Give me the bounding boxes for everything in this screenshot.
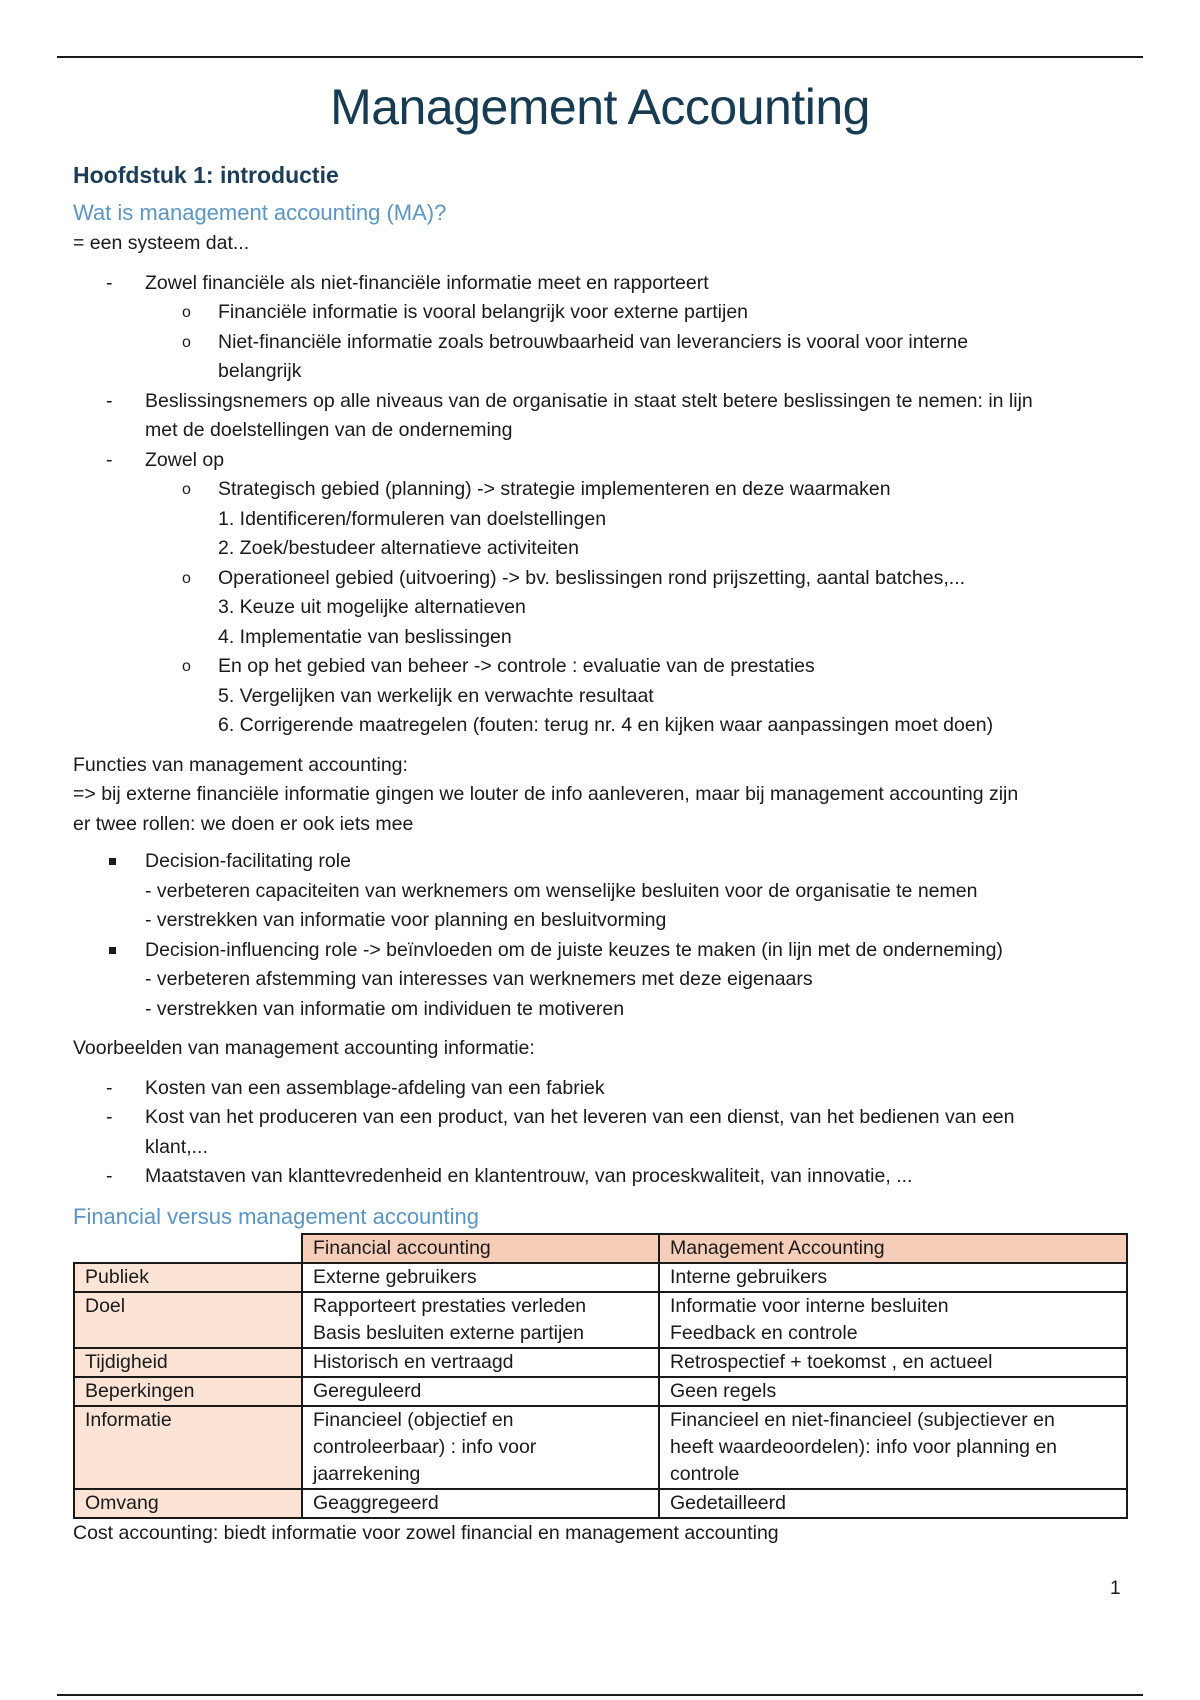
examples-list [73, 1074, 1133, 1192]
dash-bullet: - [106, 1106, 113, 1128]
list-item-continuation: met de doelstellingen van de onderneming [145, 419, 513, 441]
table-row [74, 1377, 1127, 1406]
table-corner-cell [74, 1234, 302, 1263]
table-cell: Informatie voor interne besluiten Feedback en controle [659, 1292, 1127, 1348]
table-row [74, 1489, 1127, 1518]
step-item: 5. Vergelijken van werkelijk en verwachte resultaat [218, 684, 654, 707]
section-heading-what-is-ma: Wat is management accounting (MA)? [73, 200, 447, 225]
role-detail: - verbeteren capaciteiten van werknemers om wenselijke besluiten voor de organisatie te nemen [145, 879, 978, 902]
page-title: Management Accounting [330, 79, 870, 135]
list-item-text: Beslissingsnemers op alle niveaus van de organisatie in staat stelt betere beslissingen te nemen: in lijn [145, 389, 1033, 412]
document-body [73, 158, 1133, 1548]
circle-bullet: o [182, 304, 191, 321]
examples-heading: Voorbeelden van management accounting informatie: [73, 1037, 535, 1059]
sub-item-text: Niet-financiële informatie zoals betrouwbaarheid van leveranciers is vooral voor interne [218, 330, 969, 353]
list-item-text: Zowel op [145, 448, 225, 471]
circle-bullet: o [182, 481, 191, 498]
roles-list [73, 847, 1133, 1024]
step-item: 2. Zoek/bestudeer alternatieve activiteiten [218, 537, 579, 559]
table-cell: Geaggregeerd [302, 1489, 659, 1518]
step-item: 1. Identificeren/formuleren van doelstellingen [218, 507, 607, 530]
sub-list-item [73, 328, 1133, 358]
table-row [74, 1263, 1127, 1292]
circle-bullet: o [182, 658, 191, 675]
table-cell: Financieel en niet-financieel (subjectiever en heeft waardeoordelen): info voor planning en controle [659, 1406, 1127, 1489]
row-label: Tijdigheid [74, 1348, 302, 1377]
square-bullet [109, 858, 116, 865]
role-title: Decision-facilitating role [145, 850, 351, 872]
functions-heading: Functies van management accounting: [73, 753, 408, 776]
role-detail: - verstrekken van informatie om individuen te motiveren [145, 997, 625, 1020]
table-cell: Retrospectief + toekomst , en actueel [659, 1348, 1127, 1377]
role-detail: - verbeteren afstemming van interesses van werknemers met deze eigenaars [145, 968, 813, 990]
sub-list-item [73, 298, 1133, 328]
cost-accounting-note: Cost accounting: biedt informatie voor zowel financial en management accounting [73, 1521, 779, 1544]
table-cell: Rapporteert prestaties verleden Basis besluiten externe partijen [302, 1292, 659, 1348]
section-heading-comparison: Financial versus management accounting [73, 1203, 480, 1229]
definition-list [73, 269, 1133, 741]
table-header-row [74, 1234, 1127, 1263]
list-item-continuation: klant,... [145, 1135, 208, 1158]
sub-list-item [73, 652, 1133, 682]
dash-bullet: - [106, 389, 113, 412]
dash-bullet: - [106, 448, 113, 471]
role-title: Decision-influencing role -> beïnvloeden om de juiste keuzes te maken (in lijn met de onderneming) [145, 938, 1003, 961]
square-bullet [109, 947, 116, 954]
list-item [73, 1074, 1133, 1104]
list-item [73, 269, 1133, 299]
dash-bullet: - [106, 1165, 113, 1187]
list-item [73, 446, 1133, 476]
list-item-text: Zowel financiële als niet-financiële informatie meet en rapporteert [145, 271, 709, 294]
role-detail: - verstrekken van informatie voor planning en besluitvorming [145, 909, 667, 931]
table-cell: Geen regels [659, 1377, 1127, 1406]
table-row [74, 1292, 1127, 1348]
step-item: 3. Keuze uit mogelijke alternatieven [218, 596, 526, 618]
sub-item-text: En op het gebied van beheer -> controle : evaluatie van de prestaties [218, 655, 815, 677]
column-header: Management Accounting [659, 1234, 1127, 1263]
role-item [73, 847, 1133, 877]
list-item-text: Kosten van een assemblage-afdeling van een fabriek [145, 1076, 605, 1099]
sub-item-text: Strategisch gebied (planning) -> strategie implementeren en deze waarmaken [218, 478, 891, 500]
list-item-text: Maatstaven van klanttevredenheid en klantentrouw, van proceskwaliteit, van innovatie, ... [145, 1165, 913, 1187]
list-item [73, 1162, 1133, 1192]
table-cell: Gedetailleerd [659, 1489, 1127, 1518]
sub-list-item [73, 475, 1133, 505]
top-rule [57, 56, 1143, 58]
sub-item-text: Financiële informatie is vooral belangrijk voor externe partijen [218, 301, 749, 323]
table-cell: Financieel (objectief en controleerbaar) : info voor jaarrekening [302, 1406, 659, 1489]
circle-bullet: o [182, 333, 191, 351]
role-item [73, 936, 1133, 966]
table-row [74, 1406, 1127, 1489]
intro-line: = een systeem dat... [73, 232, 250, 254]
table-row [74, 1348, 1127, 1377]
list-item [73, 387, 1133, 417]
list-item-text: Kost van het produceren van een product, van het leveren van een dienst, van het bedienen van een [145, 1106, 1015, 1128]
chapter-heading: Hoofdstuk 1: introductie [73, 162, 339, 188]
table-cell: Gereguleerd [302, 1377, 659, 1406]
table-cell: Interne gebruikers [659, 1263, 1127, 1292]
functions-text: er twee rollen: we doen er ook iets mee [73, 812, 414, 835]
row-label: Beperkingen [74, 1377, 302, 1406]
step-item: 4. Implementatie van beslissingen [218, 625, 512, 648]
list-item [73, 1103, 1133, 1133]
row-label: Omvang [74, 1489, 302, 1518]
functions-text: => bij externe financiële informatie gingen we louter de info aanleveren, maar bij management accounting zijn [73, 783, 1019, 805]
dash-bullet: - [106, 1076, 113, 1099]
row-label: Doel [74, 1292, 302, 1348]
circle-bullet: o [182, 569, 191, 587]
bottom-rule [57, 1694, 1143, 1696]
table-cell: Externe gebruikers [302, 1263, 659, 1292]
row-label: Publiek [74, 1263, 302, 1292]
comparison-table [73, 1233, 1128, 1519]
sub-item-text: Operationeel gebied (uitvoering) -> bv. beslissingen rond prijszetting, aantal batches,... [218, 566, 966, 589]
dash-bullet: - [106, 271, 113, 294]
sub-item-continuation: belangrijk [218, 360, 302, 382]
table-cell: Historisch en vertraagd [302, 1348, 659, 1377]
sub-list-item [73, 564, 1133, 594]
column-header: Financial accounting [302, 1234, 659, 1263]
step-item: 6. Corrigerende maatregelen (fouten: terug nr. 4 en kijken waar aanpassingen moet doen) [218, 714, 994, 736]
page-number: 1 [1110, 1578, 1121, 1599]
row-label: Informatie [74, 1406, 302, 1489]
